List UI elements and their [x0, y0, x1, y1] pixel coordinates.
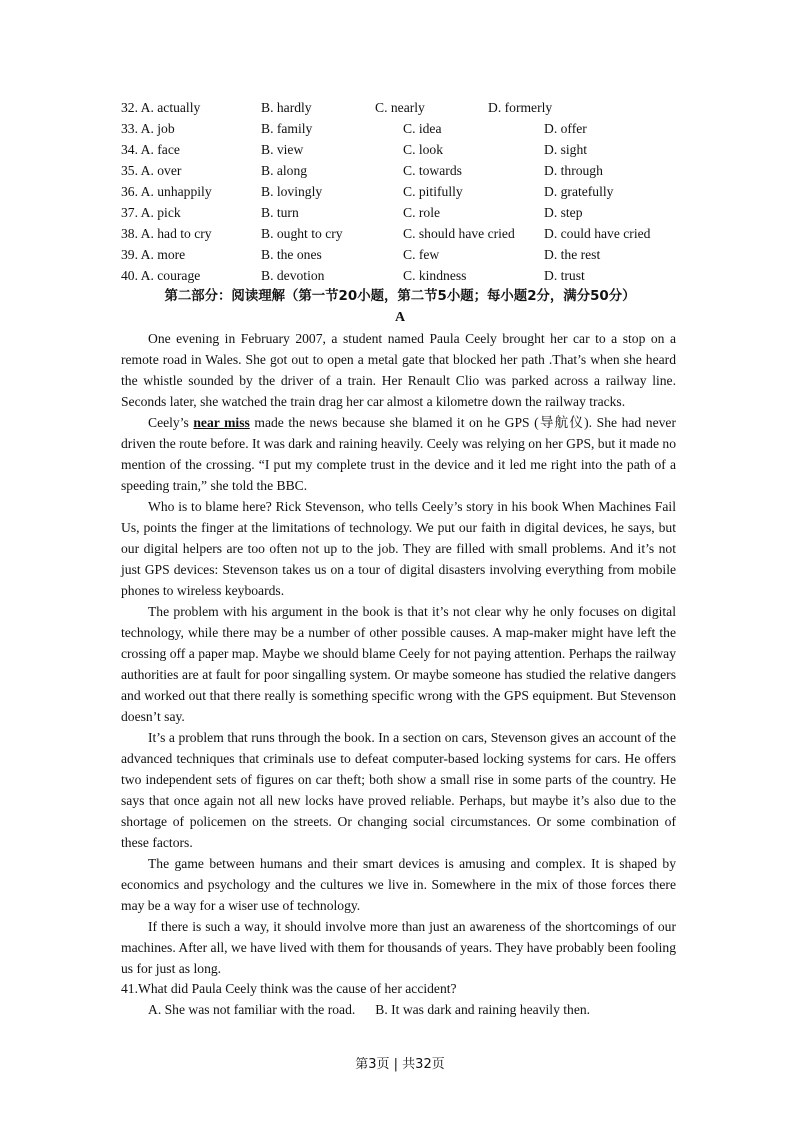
option-row-33 — [121, 118, 681, 139]
option-d: D. gratefully — [544, 184, 614, 199]
paragraph-4: The problem with his argument in the book is that it’s not clear why he only focuses on digital technology, while there may be a number of other possible causes. A map-maker might have left the crossing off a paper map. Maybe we should blame Ceely for not paying attention. Perhaps the railway authorities are at fault for poor singalling system. Or maybe someone has studied the relative dangers and worked out that there really is something specific wrong with the GPS equipment. But Stevenson doesn’t say. — [121, 604, 676, 724]
paragraph-1: One evening in February 2007, a student named Paula Ceely brought her car to a stop on a remote road in Wales. She got out to open a metal gate that blocked her path .That’s when she heard the whistle sounded by the driver of a train. Her Renault Clio was parked across a railway line. Seconds later, she watched the train drag her car almost a kilometre down the railway tracks. — [121, 331, 676, 409]
option-b: B. along — [261, 163, 308, 178]
paragraph-6: The game between humans and their smart devices is amusing and complex. It is shaped by economics and psychology and the cultures we live in. Somewhere in the mix of those forces there may be a way for a wiser use of technology. — [121, 856, 676, 913]
option-c: C. towards — [403, 163, 462, 178]
option-c: C. look — [403, 142, 444, 157]
option-d: D. could have cried — [544, 226, 651, 241]
option-c: C. pitifully — [403, 184, 463, 199]
option-d: D. step — [544, 205, 583, 220]
option-a: 39. A. more — [121, 247, 186, 262]
option-c: C. nearly — [375, 100, 425, 115]
option-row-39 — [121, 244, 681, 265]
option-a: 36. A. unhappily — [121, 184, 212, 199]
option-row-35 — [121, 160, 681, 181]
option-a: 38. A. had to cry — [121, 226, 212, 241]
option-a: 40. A. courage — [121, 268, 201, 283]
option-row-38 — [121, 223, 681, 244]
option-row-37 — [121, 202, 681, 223]
option-d: D. trust — [544, 268, 585, 283]
option-b: B. view — [261, 142, 304, 157]
near-miss-term: near miss — [193, 415, 250, 430]
option-b: B. ought to cry — [261, 226, 343, 241]
paragraph-5: It’s a problem that runs through the book. In a section on cars, Stevenson gives an account of the advanced techniques that criminals use to defeat computer-based locking systems for cars. He offers two independent sets of figures on car theft; both show a small rise in some parts of the country. He says that once again not all new locks have proved reliable. Perhaps, but maybe it’s also due to the shortage of policemen on the streets. Or changing social circumstances. Or some combination of these factors. — [121, 730, 676, 850]
option-b: B. devotion — [261, 268, 325, 283]
question-41-options — [148, 999, 688, 1020]
paragraph-3: Who is to blame here? Rick Stevenson, who tells Ceely’s story in his book When Machines Fail Us, points the finger at the limitations of technology. We put our faith in digital devices, he says, but our digital helpers are too often not up to the job. They are filled with small problems. And it’s not just GPS devices: Stevenson takes us on a tour of digital disasters involving everything from mobile phones to wireless keyboards. — [121, 499, 676, 598]
option-b: B. lovingly — [261, 184, 323, 199]
question-41-option-a: A. She was not familiar with the road. — [148, 1002, 356, 1017]
passage-body — [121, 328, 676, 979]
option-a: 35. A. over — [121, 163, 182, 178]
option-d: D. sight — [544, 142, 588, 157]
option-d: D. the rest — [544, 247, 601, 262]
option-b: B. turn — [261, 205, 299, 220]
passage-title: A — [394, 310, 406, 325]
option-c: C. few — [403, 247, 440, 262]
question-41-stem: 41.What did Paula Ceely think was the cause of her accident? — [121, 981, 457, 996]
option-c: C. idea — [403, 121, 442, 136]
option-a: 34. A. face — [121, 142, 180, 157]
option-row-36 — [121, 181, 681, 202]
question-41-option-b: B. It was dark and raining heavily then. — [375, 1002, 591, 1017]
option-row-34 — [121, 139, 681, 160]
page-footer: 第3页 | 共32页 — [355, 1057, 445, 1072]
option-row-40 — [121, 265, 681, 286]
option-row-32 — [121, 97, 681, 118]
paragraph-2-rest: made the news because she blamed it on he GPS (导航仪). She had never driven the route before. It was dark and raining heavily. Ceely was relying on her GPS, but it made no mention of the crossing. “I put my complete trust in the device and it led me right into the path of a speeding train,” she told the BBC. — [121, 415, 676, 493]
cloze-options-list — [121, 97, 681, 286]
option-b: B. the ones — [261, 247, 322, 262]
option-c: C. should have cried — [403, 226, 515, 241]
paragraph-2-start: Ceely’s — [148, 415, 194, 430]
option-d: D. offer — [544, 121, 587, 136]
option-b: B. family — [261, 121, 313, 136]
option-a: 32. A. actually — [121, 100, 201, 115]
option-c: C. kindness — [403, 268, 467, 283]
option-b: B. hardly — [261, 100, 312, 115]
option-d: D. through — [544, 163, 603, 178]
paragraph-7: If there is such a way, it should involve more than just an awareness of the shortcomings of our machines. After all, we have lived with them for thousands of years. They have probably been fooling us for just as long. — [121, 919, 676, 976]
option-c: C. role — [403, 205, 440, 220]
option-a: 37. A. pick — [121, 205, 181, 220]
section-title: 第二部分：阅读理解（第一节20小题，第二节5小题；每小题2分，满分50分） — [164, 289, 636, 304]
option-d: D. formerly — [488, 100, 553, 115]
paragraph-2 — [121, 412, 676, 496]
option-a: 33. A. job — [121, 121, 175, 136]
